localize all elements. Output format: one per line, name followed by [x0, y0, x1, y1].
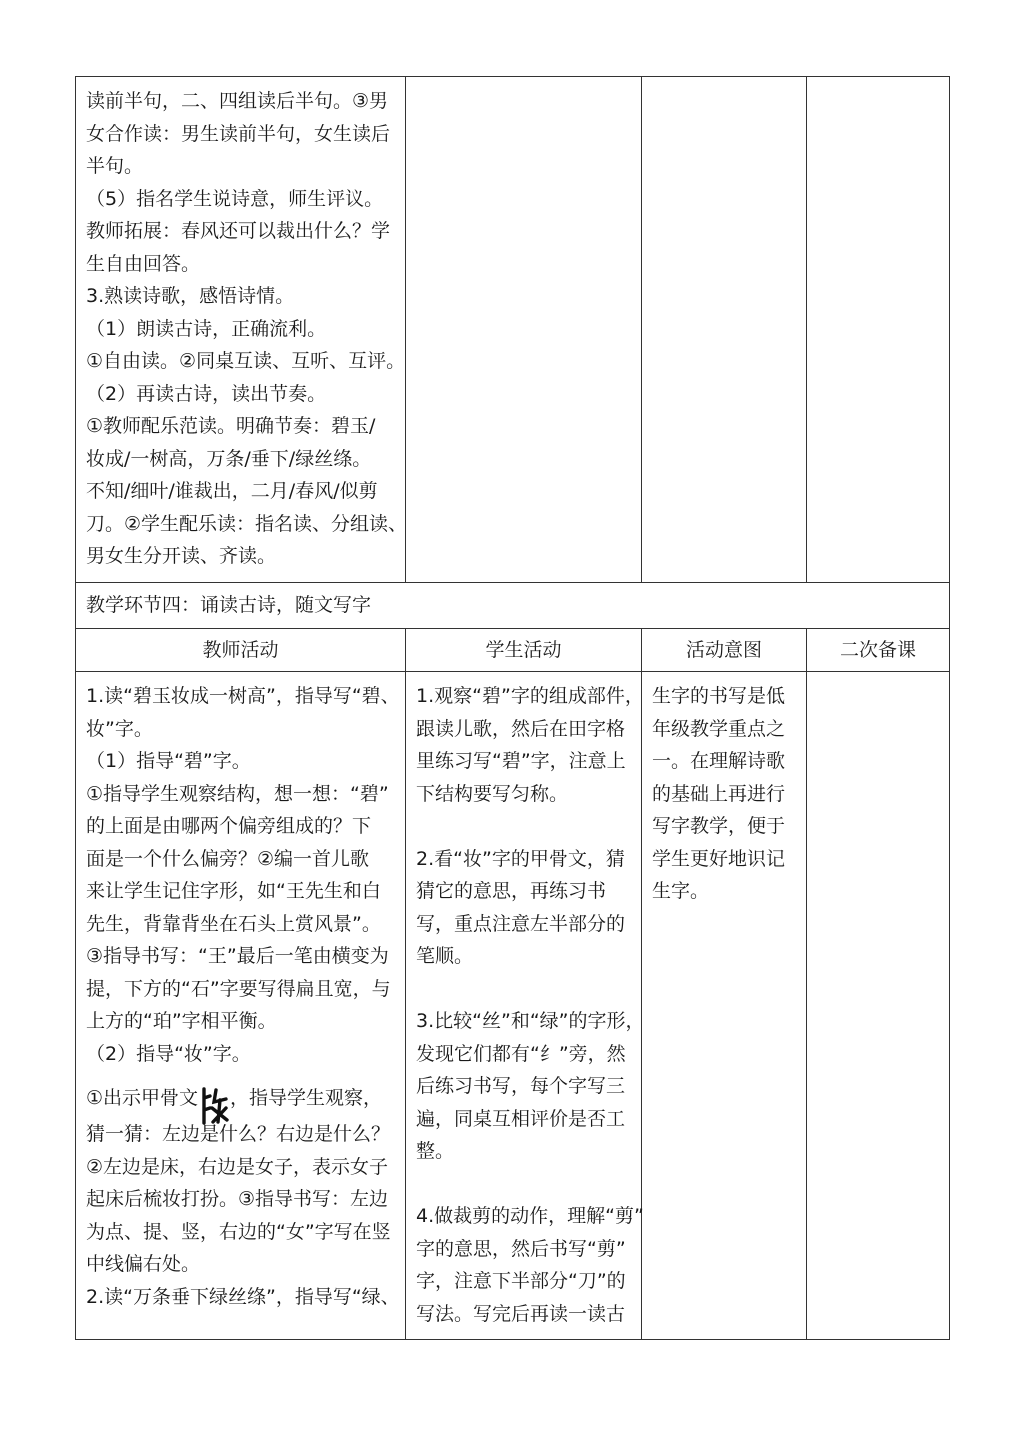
text-line: 3.比较“丝”和“绿”的字形，: [416, 1010, 645, 1032]
teacher-activity-text: [76, 672, 405, 1321]
text-line: 生字。: [652, 880, 710, 902]
text-line: 猜一猜：左边是什么？右边是什么？: [86, 1123, 391, 1145]
teacher-activity-cell: [76, 77, 406, 583]
teacher-lines-part2: [86, 1118, 400, 1313]
lesson-table: [75, 76, 950, 1340]
text-line: 的基础上再进行: [652, 782, 786, 805]
text-line: 中线偏右处。: [86, 1253, 201, 1275]
teacher-activity-text: [76, 77, 408, 581]
header-second: 二次备课: [807, 629, 950, 672]
text-line: 生字的书写是低: [652, 685, 786, 707]
text-line: 一。在理解诗歌: [652, 750, 786, 772]
text-line: 不知/细叶/谁裁出，二月/春风/似剪: [86, 480, 378, 502]
text-line: 下结构要写匀称。: [416, 782, 569, 805]
text-line: 为点、提、竖，右边的“女”字写在竖: [86, 1220, 391, 1243]
text-line: 提，下方的“石”字要写得扁且宽，与: [86, 977, 391, 1000]
oracle-line: [86, 1070, 395, 1118]
second-prep-cell: [807, 77, 950, 583]
text-line: 先生，背靠背坐在石头上赏风景”。: [86, 912, 381, 935]
text-line: （1）朗读古诗，正确流利。: [86, 317, 327, 340]
text-line: 2.看“妆”字的甲骨文，猜: [416, 847, 625, 870]
text-line: 4.做裁剪的动作，理解“剪”: [416, 1205, 644, 1227]
table-row: [76, 672, 950, 1340]
text-line: 教师拓展：春风还可以裁出什么？学: [86, 220, 391, 242]
teacher-activity-cell: [76, 672, 406, 1340]
intent-cell: [642, 672, 807, 1340]
text-line: ③指导书写：“王”最后一笔由横变为: [86, 945, 389, 967]
text-line: ①自由读。②同桌互读、互听、互评。: [86, 350, 406, 372]
text-line: 读前半句，二、四组读后半句。③男: [86, 90, 389, 112]
text-line: 里练习写“碧”字，注意上: [416, 750, 626, 772]
oracle-text-before: ①出示甲骨文: [86, 1087, 199, 1109]
text-line: 跟读儿歌，然后在田字格: [416, 717, 626, 740]
text-line: 3.熟读诗歌，感悟诗情。: [86, 285, 295, 307]
text-line: 写，重点注意左半部分的: [416, 912, 626, 935]
intent-cell: [642, 77, 807, 583]
header-row: [76, 629, 950, 672]
text-line: 年级教学重点之: [652, 717, 786, 740]
text-line: 笔顺。: [416, 945, 474, 967]
text-line: 妆”字。: [86, 717, 153, 740]
text-line: 1.观察“碧”字的组成部件，: [416, 685, 644, 707]
text-line: ①教师配乐范读。明确节奏：碧玉/: [86, 415, 376, 437]
text-line: [416, 1168, 631, 1201]
table-row-continued: [76, 77, 950, 583]
text-line: （2）再读古诗，读出节奏。: [86, 382, 327, 405]
lesson-plan-table: [75, 76, 949, 1340]
oracle-text-after: ，指导学生观察，: [230, 1087, 383, 1109]
text-line: 猜它的意思，再练习书: [416, 880, 607, 902]
text-line: [416, 973, 631, 1006]
text-line: 字的意思，然后书写“剪”: [416, 1237, 626, 1260]
second-prep-cell: [807, 672, 950, 1340]
header-teacher: 教师活动: [76, 629, 406, 672]
text-line: 刀。②学生配乐读：指名读、分组读、: [86, 512, 408, 535]
student-activity-cell: [406, 672, 645, 1340]
student-activity-text: [406, 672, 645, 1338]
text-line: ①指导学生观察结构，想一想：“碧”: [86, 782, 389, 805]
text-line: 写字教学，便于: [652, 815, 786, 837]
text-line: 起床后梳妆打扮。③指导书写：左边: [86, 1188, 389, 1210]
text-line: 后练习书写，每个字写三: [416, 1075, 626, 1097]
section-row: [76, 583, 950, 629]
header-intent: 活动意图: [642, 629, 807, 672]
text-line: 发现它们都有“纟”旁，然: [416, 1042, 626, 1065]
text-line: 1.读“碧玉妆成一树高”，指导写“碧、: [86, 685, 400, 707]
header-student: 学生活动: [406, 629, 642, 672]
text-line: 遍，同桌互相评价是否工: [416, 1107, 626, 1130]
text-line: 的上面是由哪两个偏旁组成的？下: [86, 815, 372, 837]
text-line: ②左边是床，右边是女子，表示女子: [86, 1155, 389, 1178]
text-line: （2）指导“妆”字。: [86, 1042, 251, 1065]
text-line: 生自由回答。: [86, 252, 201, 275]
text-line: 整。: [416, 1140, 455, 1162]
text-line: 妆成/一树高，万条/垂下/绿丝绦。: [86, 447, 372, 470]
text-line: （1）指导“碧”字。: [86, 750, 251, 772]
student-activity-cell: [406, 77, 642, 583]
text-line: （5）指名学生说诗意，师生评议。: [86, 187, 384, 210]
text-line: 学生更好地识记: [652, 847, 786, 870]
intent-text: [642, 672, 806, 916]
text-line: 女合作读：男生读前半句，女生读后: [86, 122, 391, 145]
text-line: 2.读“万条垂下绿丝绦”，指导写“绿、: [86, 1285, 400, 1308]
text-line: 半句。: [86, 155, 144, 177]
text-line: 上方的“珀”字相平衡。: [86, 1010, 277, 1032]
text-line: 面是一个什么偏旁？②编一首儿歌: [86, 847, 370, 870]
text-line: 男女生分开读、齐读。: [86, 545, 277, 567]
text-line: 字，注意下半部分“刀”的: [416, 1270, 626, 1292]
text-line: [416, 810, 631, 843]
text-line: 写法。写完后再读一读古: [416, 1302, 626, 1325]
section-title: 教学环节四：诵读古诗，随文写字: [76, 583, 950, 629]
text-line: 来让学生记住字形，如“王先生和白: [86, 880, 381, 902]
teacher-lines-part1: [86, 680, 400, 1070]
